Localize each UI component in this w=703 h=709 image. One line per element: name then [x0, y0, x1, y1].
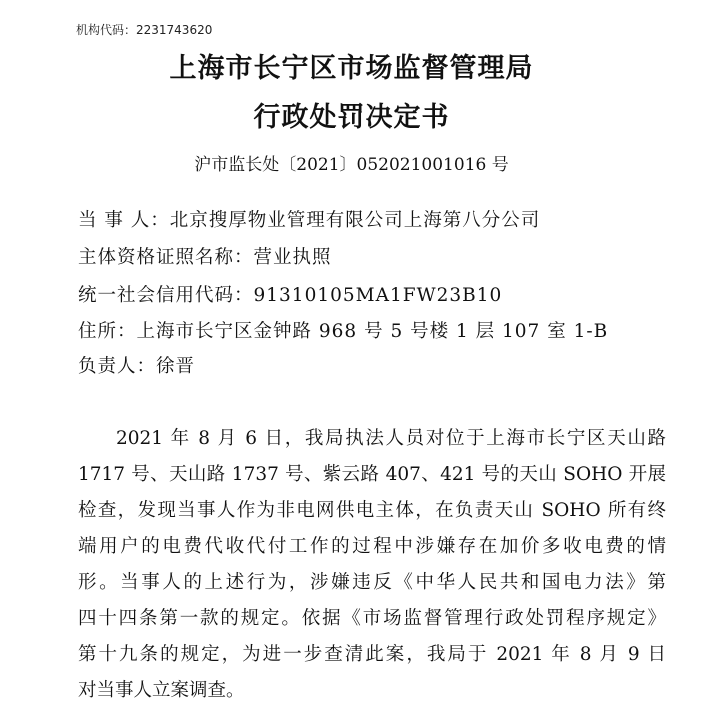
- org-code: 机构代码：2231743620: [76, 23, 213, 37]
- paragraph-line: 对当事人立案调查。: [78, 680, 245, 701]
- responsible-person: 负责人：徐晋: [78, 356, 196, 377]
- document-type-title: 行政处罚决定书: [253, 102, 450, 133]
- paragraph-line: 第十九条的规定，为进一步查清此案，我局于 2021 年 8 月 9 日: [78, 644, 666, 665]
- address: 住所：上海市长宁区金钟路 968 号 5 号楼 1 层 107 室 1-B: [78, 321, 609, 342]
- paragraph-line: 端用户的电费代收代付工作的过程中涉嫌存在加价多收电费的情: [78, 536, 666, 557]
- paragraph-line: 1717 号、天山路 1737 号、紫云路 407、421 号的天山 SOHO 开展: [78, 464, 666, 485]
- paragraph-line: 四十四条第一款的规定。依据《市场监督管理行政处罚程序规定》: [78, 608, 666, 629]
- authority-title: 上海市长宁区市场监督管理局: [169, 53, 534, 84]
- license-type: 主体资格证照名称：营业执照: [78, 247, 332, 268]
- paragraph-line: 检查，发现当事人作为非电网供电主体，在负责天山 SOHO 所有终: [78, 500, 666, 521]
- paragraph-line: 2021 年 8 月 6 日，我局执法人员对位于上海市长宁区天山路: [116, 428, 666, 449]
- party-name: 当 事 人：北京搜厚物业管理有限公司上海第八分公司: [78, 210, 541, 231]
- credit-code: 统一社会信用代码：91310105MA1FW23B10: [78, 285, 503, 306]
- paragraph-line: 形。当事人的上述行为，涉嫌违反《中华人民共和国电力法》第: [78, 572, 666, 593]
- document-number: 沪市监长处〔2021〕052021001016 号: [194, 155, 509, 175]
